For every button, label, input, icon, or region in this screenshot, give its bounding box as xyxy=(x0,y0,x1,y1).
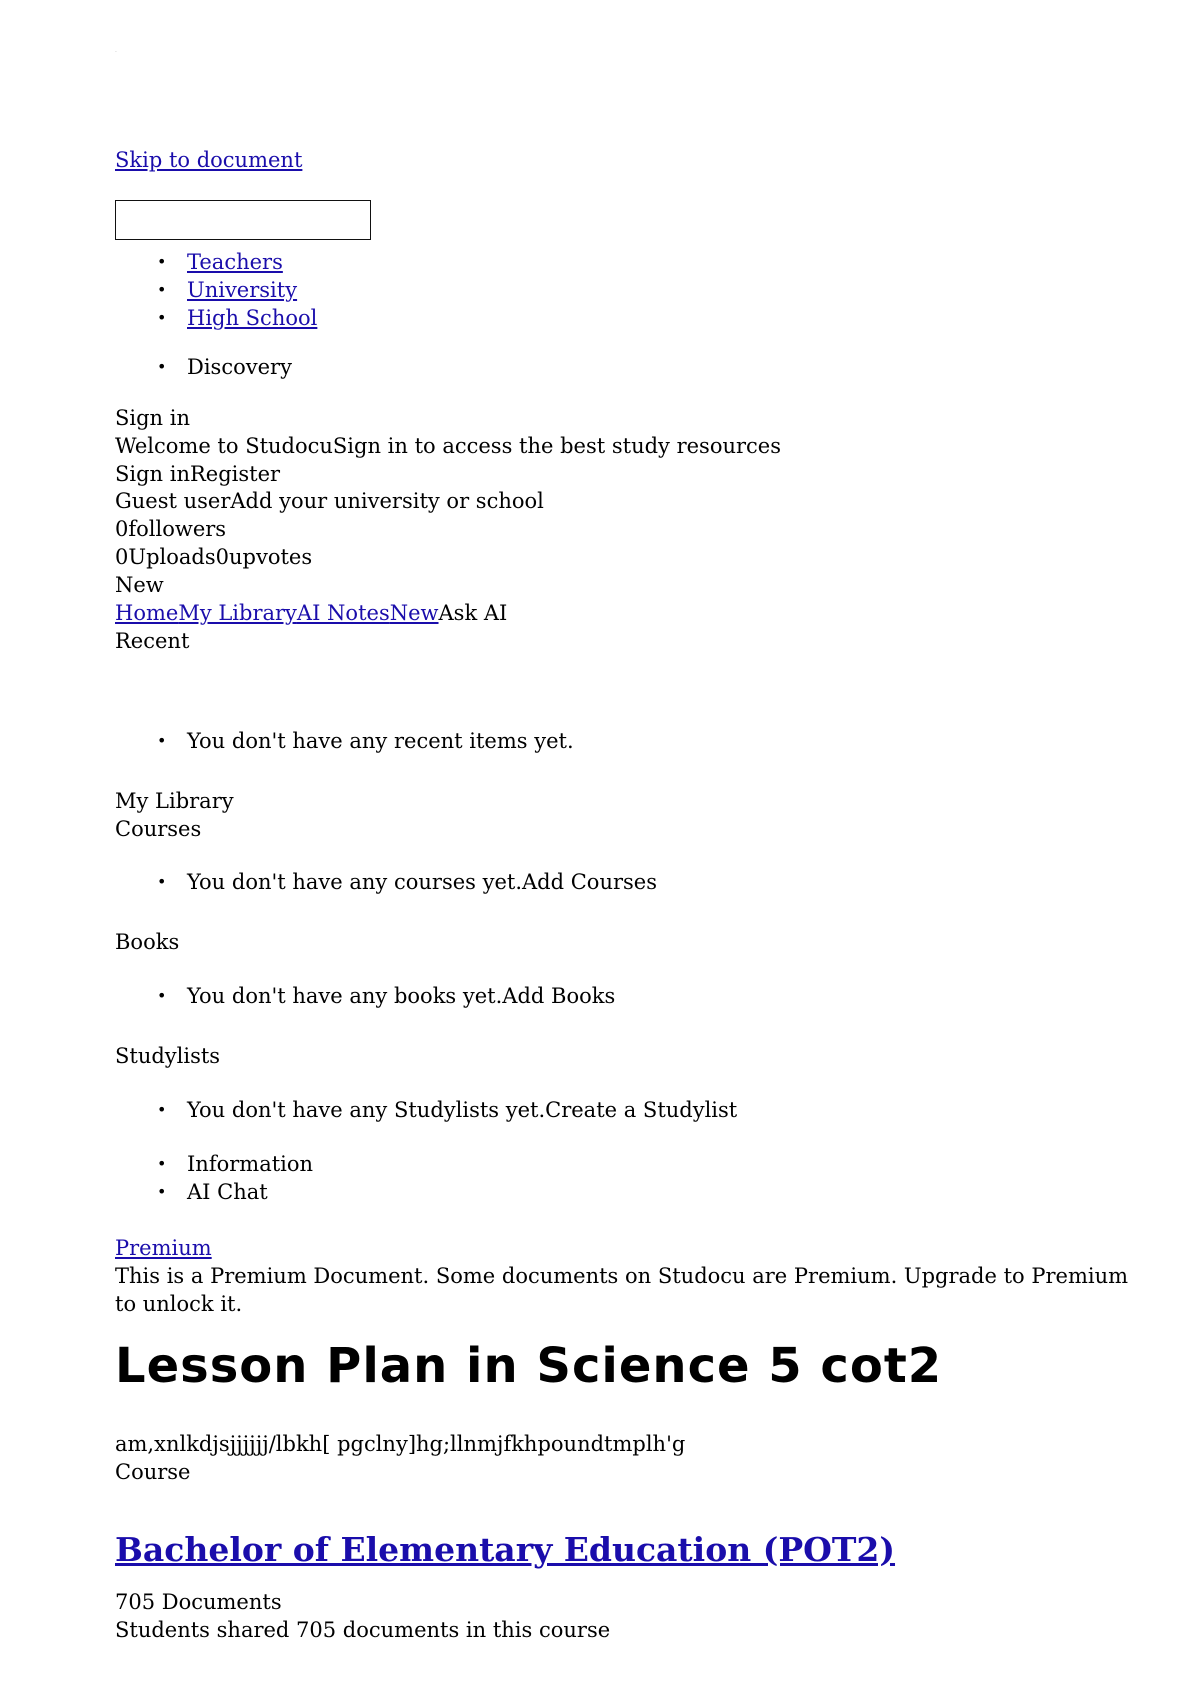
recent-empty-item xyxy=(115,727,574,755)
welcome-title: Welcome to Studocu xyxy=(115,434,333,458)
premium-notice: This is a Premium Document. Some documents on Studocu are Premium. Upgrade to Premium to unlock it. xyxy=(115,1264,1129,1316)
upvotes-label: upvotes xyxy=(229,545,313,569)
document-title: Lesson Plan in Science 5 cot2 xyxy=(115,1338,943,1394)
nav-item-discovery[interactable] xyxy=(115,353,292,381)
welcome-block xyxy=(115,432,781,460)
menu-ai-notes-link[interactable]: AI Notes xyxy=(296,601,390,625)
recent-heading: Recent xyxy=(115,629,190,653)
sign-in-heading: Sign in xyxy=(115,406,190,430)
nav-item-university xyxy=(115,276,317,304)
auth-buttons xyxy=(115,460,280,488)
my-library-heading: My Library xyxy=(115,789,234,813)
menu-home-link[interactable]: Home xyxy=(115,601,179,625)
recent-list xyxy=(115,727,574,755)
nav-link-teachers[interactable]: Teachers xyxy=(187,250,283,274)
menu-new-badge[interactable]: New xyxy=(389,601,439,625)
followers-label: followers xyxy=(128,517,227,541)
welcome-subtitle: Sign in to access the best study resources xyxy=(332,434,782,458)
main-menu xyxy=(115,599,507,627)
tab-information[interactable] xyxy=(115,1150,313,1178)
nav-item-teachers xyxy=(115,248,317,276)
main-nav xyxy=(115,248,317,332)
books-heading: Books xyxy=(115,930,180,954)
books-empty-item xyxy=(115,982,615,1010)
studylists-empty-text: You don't have any Studylists yet. xyxy=(187,1098,546,1122)
courses-empty-text: You don't have any courses yet. xyxy=(187,870,523,894)
courses-empty-item xyxy=(115,868,657,896)
books-empty-text: You don't have any books yet. xyxy=(187,984,503,1008)
skip-to-document-link[interactable]: Skip to document xyxy=(115,148,303,172)
course-link[interactable]: Bachelor of Elementary Education (POT2) xyxy=(115,1530,896,1569)
course-label: Course xyxy=(115,1460,191,1484)
menu-my-library-link[interactable]: My Library xyxy=(178,601,297,625)
secondary-nav xyxy=(115,353,292,381)
uploads-label: Uploads xyxy=(128,545,216,569)
tab-information-label: Information xyxy=(187,1152,314,1176)
courses-list xyxy=(115,868,657,896)
sign-in-button[interactable]: Sign in xyxy=(115,462,190,486)
recent-empty-text: You don't have any recent items yet. xyxy=(187,729,574,753)
profile-stats xyxy=(115,543,312,571)
upvotes-count: 0 xyxy=(215,545,229,569)
search-input[interactable] xyxy=(115,200,371,240)
discovery-label: Discovery xyxy=(187,355,292,379)
followers-stat xyxy=(115,515,226,543)
course-documents-count: 705 Documents xyxy=(115,1590,282,1614)
nav-link-high-school[interactable]: High School xyxy=(187,306,318,330)
studylists-heading: Studylists xyxy=(115,1044,221,1068)
guest-user-name: Guest user xyxy=(115,489,231,513)
studylists-list xyxy=(115,1096,737,1124)
add-school-link[interactable]: Add your university or school xyxy=(230,489,544,513)
books-list xyxy=(115,982,615,1010)
course-documents-shared: Students shared 705 documents in this course xyxy=(115,1618,611,1642)
document-tabs xyxy=(115,1150,313,1206)
studylists-empty-item xyxy=(115,1096,737,1124)
tab-ai-chat-label: AI Chat xyxy=(187,1180,268,1204)
nav-link-university[interactable]: University xyxy=(187,278,298,302)
document-description: am,xnlkdjsjjjjjj/lbkh[ pgclny]hg;llnmjfkhpoundtmplh'g xyxy=(115,1432,686,1456)
courses-heading: Courses xyxy=(115,817,202,841)
followers-count: 0 xyxy=(115,517,129,541)
decorative-dot: · xyxy=(115,49,117,56)
premium-link[interactable]: Premium xyxy=(115,1236,212,1260)
uploads-count: 0 xyxy=(115,545,129,569)
create-studylist-button[interactable]: Create a Studylist xyxy=(545,1098,738,1122)
guest-profile xyxy=(115,487,544,515)
nav-item-high-school xyxy=(115,304,317,332)
register-button[interactable]: Register xyxy=(190,462,281,486)
new-badge: New xyxy=(115,573,164,597)
add-courses-button[interactable]: Add Courses xyxy=(522,870,657,894)
tab-ai-chat[interactable] xyxy=(115,1178,313,1206)
course-title xyxy=(115,1528,895,1572)
add-books-button[interactable]: Add Books xyxy=(502,984,616,1008)
menu-ask-ai[interactable]: Ask AI xyxy=(438,601,508,625)
